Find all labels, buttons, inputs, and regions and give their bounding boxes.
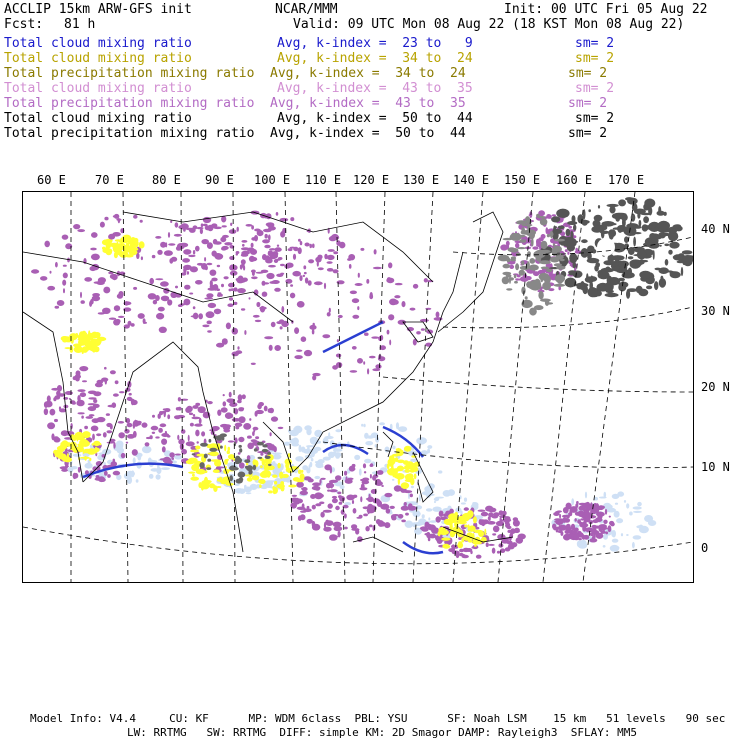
legend-field-1: Total cloud mixing ratio [4, 51, 192, 66]
cloud-streak [403, 542, 443, 553]
legend-avg-0: Avg, k-index = 23 to 9 [277, 36, 473, 51]
legend-avg-3: Avg, k-index = 43 to 35 [277, 81, 473, 96]
title-left: ACCLIP 15km ARW-GFS init [4, 2, 192, 17]
legend-sm-4: sm= 2 [568, 96, 608, 111]
lon-label: 60 E [37, 173, 66, 187]
model-info-line1: Model Info: V4.4 CU: KF MP: WDM 6class PBL: YSU SF: Noah LSM 15 km 51 levels 90 sec [30, 712, 726, 725]
lat-label: 30 N [701, 304, 730, 318]
lon-label: 170 E [608, 173, 645, 187]
legend-sm-2: sm= 2 [568, 66, 608, 81]
valid-time: Valid: 09 UTC Mon 08 Aug 22 (18 KST Mon 08 Aug 22) [293, 17, 685, 32]
lat-label: 20 N [701, 380, 730, 394]
parallel [323, 442, 693, 468]
legend-avg-5: Avg, k-index = 50 to 44 [277, 111, 473, 126]
legend-field-0: Total cloud mixing ratio [4, 36, 192, 51]
lon-label: 160 E [556, 173, 593, 187]
fcst-label: Fcst: [4, 17, 44, 32]
coastline [383, 432, 393, 457]
coastline [438, 212, 503, 332]
legend-sm-0: sm= 2 [575, 36, 615, 51]
high-cloud-area [539, 197, 693, 299]
lon-label: 120 E [353, 173, 390, 187]
legend-avg-2: Avg, k-index = 34 to 24 [270, 66, 466, 81]
lat-label: 0 [701, 541, 709, 555]
legend-sm-1: sm= 2 [575, 51, 615, 66]
init-time: Init: 00 UTC Fri 05 Aug 22 [504, 2, 708, 17]
lon-label: 100 E [254, 173, 291, 187]
mid-cloud-area [61, 330, 107, 354]
lon-label: 80 E [152, 173, 181, 187]
legend-field-5: Total cloud mixing ratio [4, 111, 192, 126]
meridian [233, 192, 235, 582]
lon-label: 140 E [453, 173, 490, 187]
lon-label: 90 E [205, 173, 234, 187]
legend-field-3: Total cloud mixing ratio [4, 81, 192, 96]
parallel [383, 377, 693, 392]
legend-field-4: Total precipitation mixing ratio [4, 96, 255, 111]
title-center: NCAR/MMM [275, 2, 338, 17]
map-canvas [23, 192, 693, 582]
meridian [181, 192, 183, 582]
parallel [443, 307, 693, 328]
lon-label: 110 E [305, 173, 342, 187]
map-panel [22, 191, 694, 583]
upper-cloud-area [202, 242, 442, 381]
legend-sm-6: sm= 2 [568, 126, 608, 141]
coastline [23, 252, 293, 322]
lon-label: 70 E [95, 173, 124, 187]
legend-avg-6: Avg, k-index = 50 to 44 [270, 126, 466, 141]
legend-avg-4: Avg, k-index = 43 to 35 [270, 96, 466, 111]
model-info-line2: LW: RRTMG SW: RRTMG DIFF: simple KM: 2D Smagor DAMP: Rayleigh3 SFLAY: MM5 [127, 726, 637, 739]
typhoon-eye [597, 238, 615, 256]
legend-field-6: Total precipitation mixing ratio [4, 126, 255, 141]
legend-field-2: Total precipitation mixing ratio [4, 66, 255, 81]
lon-label: 150 E [504, 173, 541, 187]
lat-label: 10 N [701, 460, 730, 474]
legend-sm-3: sm= 2 [575, 81, 615, 96]
fcst-value: 81 h [64, 17, 96, 32]
upper-cloud-area [168, 211, 340, 294]
legend-sm-5: sm= 2 [575, 111, 615, 126]
lat-label: 40 N [701, 222, 730, 236]
lon-label: 130 E [403, 173, 440, 187]
coastline [123, 212, 433, 282]
legend-avg-1: Avg, k-index = 34 to 24 [277, 51, 473, 66]
